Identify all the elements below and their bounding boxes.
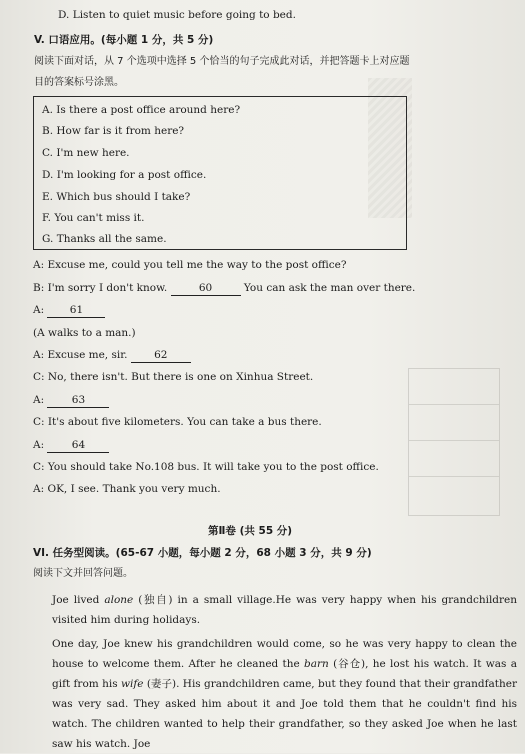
p2-end: (妻子). His grandchildren came, but they found that their grandfather was very sad. They asked him about it and Joe told them that he couldn't find his watch. The children wanted to help their grandfather, so they asked Joe when he last saw his watch. Joe (52, 678, 517, 750)
dialogue-line-3 (33, 303, 105, 318)
blank-63: 63 (47, 393, 109, 408)
blank-60: 60 (171, 281, 241, 296)
section6-heading: VI. 任务型阅读。(65-67 小题，每小题 2 分，68 小题 3 分，共 9 分) (33, 547, 372, 559)
dialogue-line-6: C: No, there isn't. But there is one on Xinhua Street. (33, 371, 314, 383)
option-d: D. I'm looking for a post office. (42, 169, 207, 181)
speaker-a: A: (33, 439, 45, 451)
dialogue-line-5-start: A: Excuse me, sir. (33, 349, 128, 361)
option-c: C. I'm new here. (42, 147, 130, 159)
option-g: G. Thanks all the same. (42, 233, 167, 245)
dialogue-line-8: C: It's about five kilometers. You can take a bus there. (33, 416, 322, 428)
section5-instruction-2: 目的答案标号涂黑。 (34, 77, 124, 88)
dialogue-line-2 (33, 281, 415, 296)
part2-heading: 第Ⅱ卷 (共 55 分) (208, 525, 293, 537)
dialogue-line-2-end: You can ask the man over there. (243, 282, 416, 294)
option-b: B. How far is it from here? (42, 125, 185, 137)
speaker-a: A: (33, 394, 45, 406)
passage-paragraph-1 (30, 590, 517, 630)
blank-61: 61 (47, 303, 105, 318)
section6-instruction: 阅读下文并回答问题。 (33, 568, 133, 579)
blank-64: 64 (47, 438, 109, 453)
dialogue-line-5 (33, 348, 191, 363)
section5-heading: V. 口语应用。(每小题 1 分，共 5 分) (34, 34, 214, 46)
dialogue-line-9 (33, 438, 109, 453)
dialogue-line-11: A: OK, I see. Thank you very much. (33, 483, 221, 495)
dialogue-line-7 (33, 393, 109, 408)
option-f: F. You can't miss it. (42, 212, 145, 224)
p2-middle: (谷仓), he lost his watch. It was a gift from his (52, 658, 517, 690)
section5-instruction-1: 阅读下面对话，从 7 个选项中选择 5 个恰当的句子完成此对话，并把答题卡上对应题 (34, 56, 410, 67)
speaker-a: A: (33, 304, 45, 316)
p1-alone: alone (104, 594, 134, 606)
dialogue-line-1: A: Excuse me, could you tell me the way to the post office? (33, 259, 347, 271)
blank-62: 62 (131, 348, 191, 363)
bleed-through-table (408, 368, 500, 516)
p2-start: One day, Joe knew his grandchildren would come, so he was very happy to clean the house to welcome them. After he cleaned the (52, 638, 517, 670)
passage-paragraph-2 (30, 634, 517, 754)
p2-barn: barn (304, 658, 329, 670)
option-a: A. Is there a post office around here? (42, 104, 241, 116)
option-e: E. Which bus should I take? (42, 191, 191, 203)
options-box (33, 96, 407, 250)
dialogue-line-10: C: You should take No.108 bus. It will take you to the post office. (33, 461, 379, 473)
dialogue-line-4: (A walks to a man.) (33, 327, 136, 339)
option-d-previous: D. Listen to quiet music before going to bed. (58, 9, 296, 21)
p1-start: Joe lived (52, 594, 100, 606)
dialogue-line-2-start: B: I'm sorry I don't know. (33, 282, 168, 294)
p2-wife: wife (120, 678, 144, 690)
p1-end: (独自) in a small village.He was very happy when his grandchildren visited him during holidays. (52, 594, 518, 626)
